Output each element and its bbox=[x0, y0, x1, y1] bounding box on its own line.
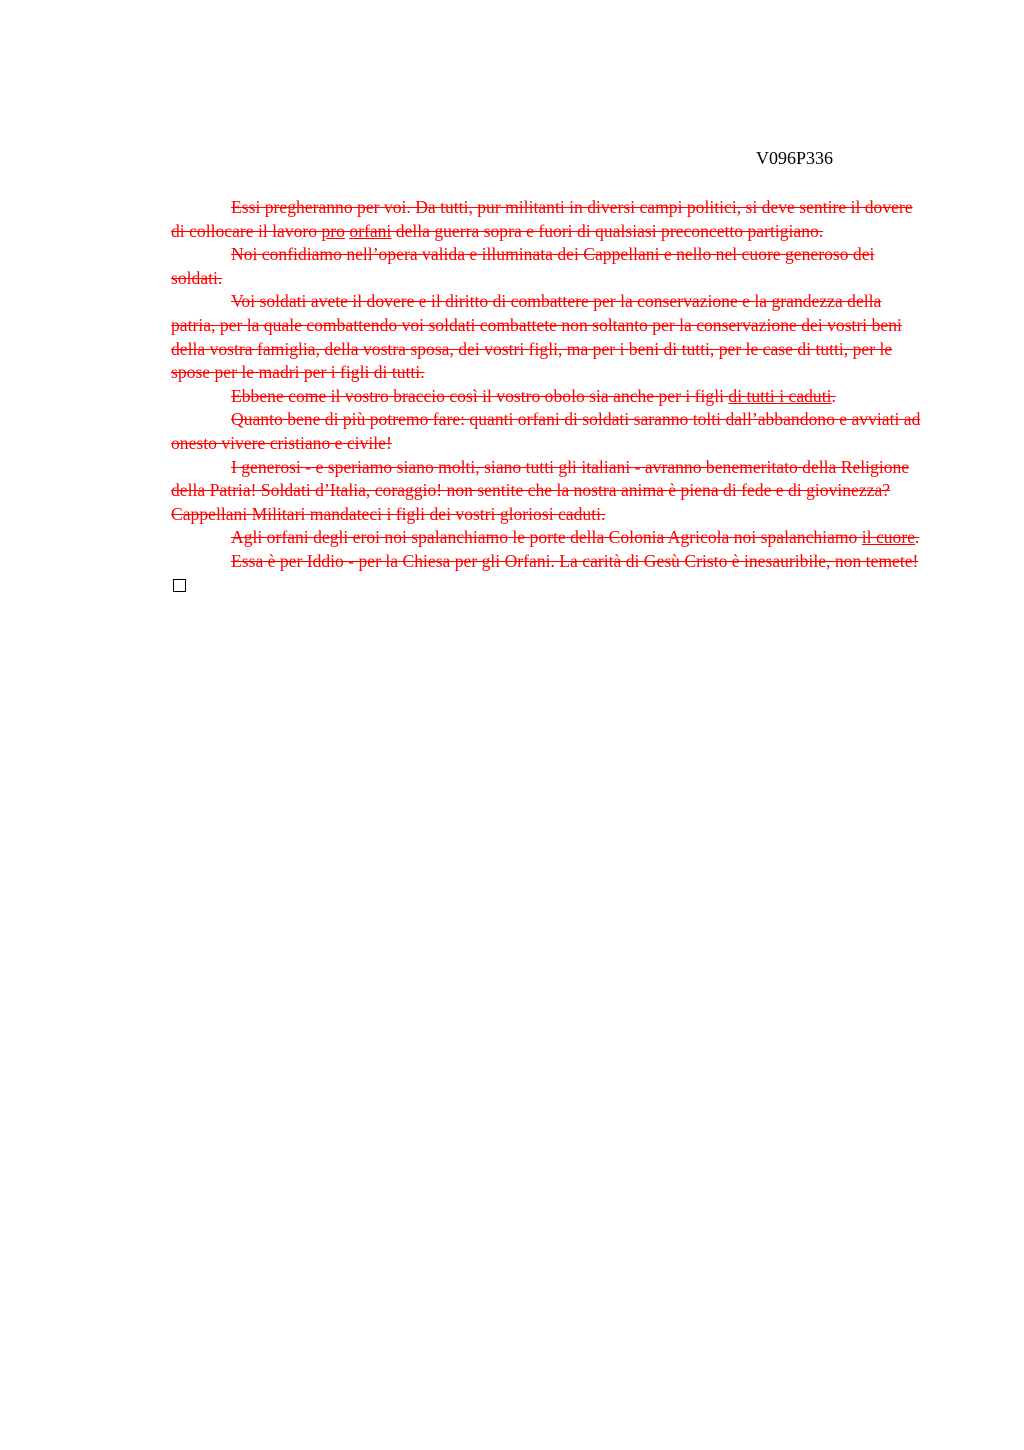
paragraph bbox=[171, 385, 923, 409]
text-run: I generosi - e speriamo siano molti, siano tutti gli italiani - avranno benemeritato della Religione della Patria! Soldati d’Italia, coraggio! non sentite che la nostra anima è piena di fede e di giovinezza? Cappellani Militari mandateci i figli dei vostri gloriosi caduti. bbox=[171, 456, 910, 524]
text-run: . bbox=[915, 527, 920, 548]
text-run: . bbox=[831, 385, 836, 406]
text-run: Noi confidiamo nell’opera valida e illuminata dei Cappellani e nello nel cuore generoso dei soldati. bbox=[171, 244, 875, 288]
end-of-document-box-icon bbox=[173, 579, 186, 592]
document-body bbox=[171, 196, 923, 592]
text-run: Voi soldati avete il dovere e il diritto di combattere per la conservazione e la grandezza della patria, per la quale combattendo voi soldati combattete non soltanto per la conservazione dei vostri beni della vostra famiglia, della vostra sposa, dei vostri figli, ma per i beni di tutti, per le case di tutti, per le spose per le madri per i figli di tutti. bbox=[171, 291, 902, 383]
paragraph bbox=[171, 290, 923, 384]
text-run: Ebbene come il vostro braccio così il vostro obolo sia anche per i figli bbox=[231, 385, 729, 406]
paragraph bbox=[171, 456, 923, 527]
underlined-text-run: di tutti i caduti bbox=[728, 385, 832, 406]
text-run: della guerra sopra e fuori di qualsiasi preconcetto partigiano. bbox=[391, 220, 824, 241]
underlined-text-run: pro bbox=[321, 220, 345, 241]
paragraph bbox=[171, 243, 923, 290]
paragraph bbox=[171, 526, 923, 550]
page-id: V096P336 bbox=[756, 148, 834, 168]
text-run: Quanto bene di più potremo fare: quanti orfani di soldati saranno tolti dall’abbandono e avviati ad onesto vivere cristiano e civile! bbox=[171, 409, 921, 453]
underlined-text-run: orfani bbox=[349, 220, 392, 241]
text-run: Essi pregheranno per voi. Da tutti, pur militanti in diversi campi politici, si deve sentire il dovere di collocare il lavoro bbox=[171, 197, 913, 241]
paragraph bbox=[171, 550, 923, 574]
text-run: Essa è per Iddio - per la Chiesa per gli Orfani. La carità di Gesù Cristo è inesauribile, non temete! bbox=[231, 550, 919, 571]
text-run: Agli orfani degli eroi noi spalanchiamo le porte della Colonia Agricola noi spalanchiamo bbox=[231, 527, 862, 548]
underlined-text-run: il cuore bbox=[861, 527, 916, 548]
paragraph bbox=[171, 196, 923, 243]
paragraph bbox=[171, 408, 923, 455]
